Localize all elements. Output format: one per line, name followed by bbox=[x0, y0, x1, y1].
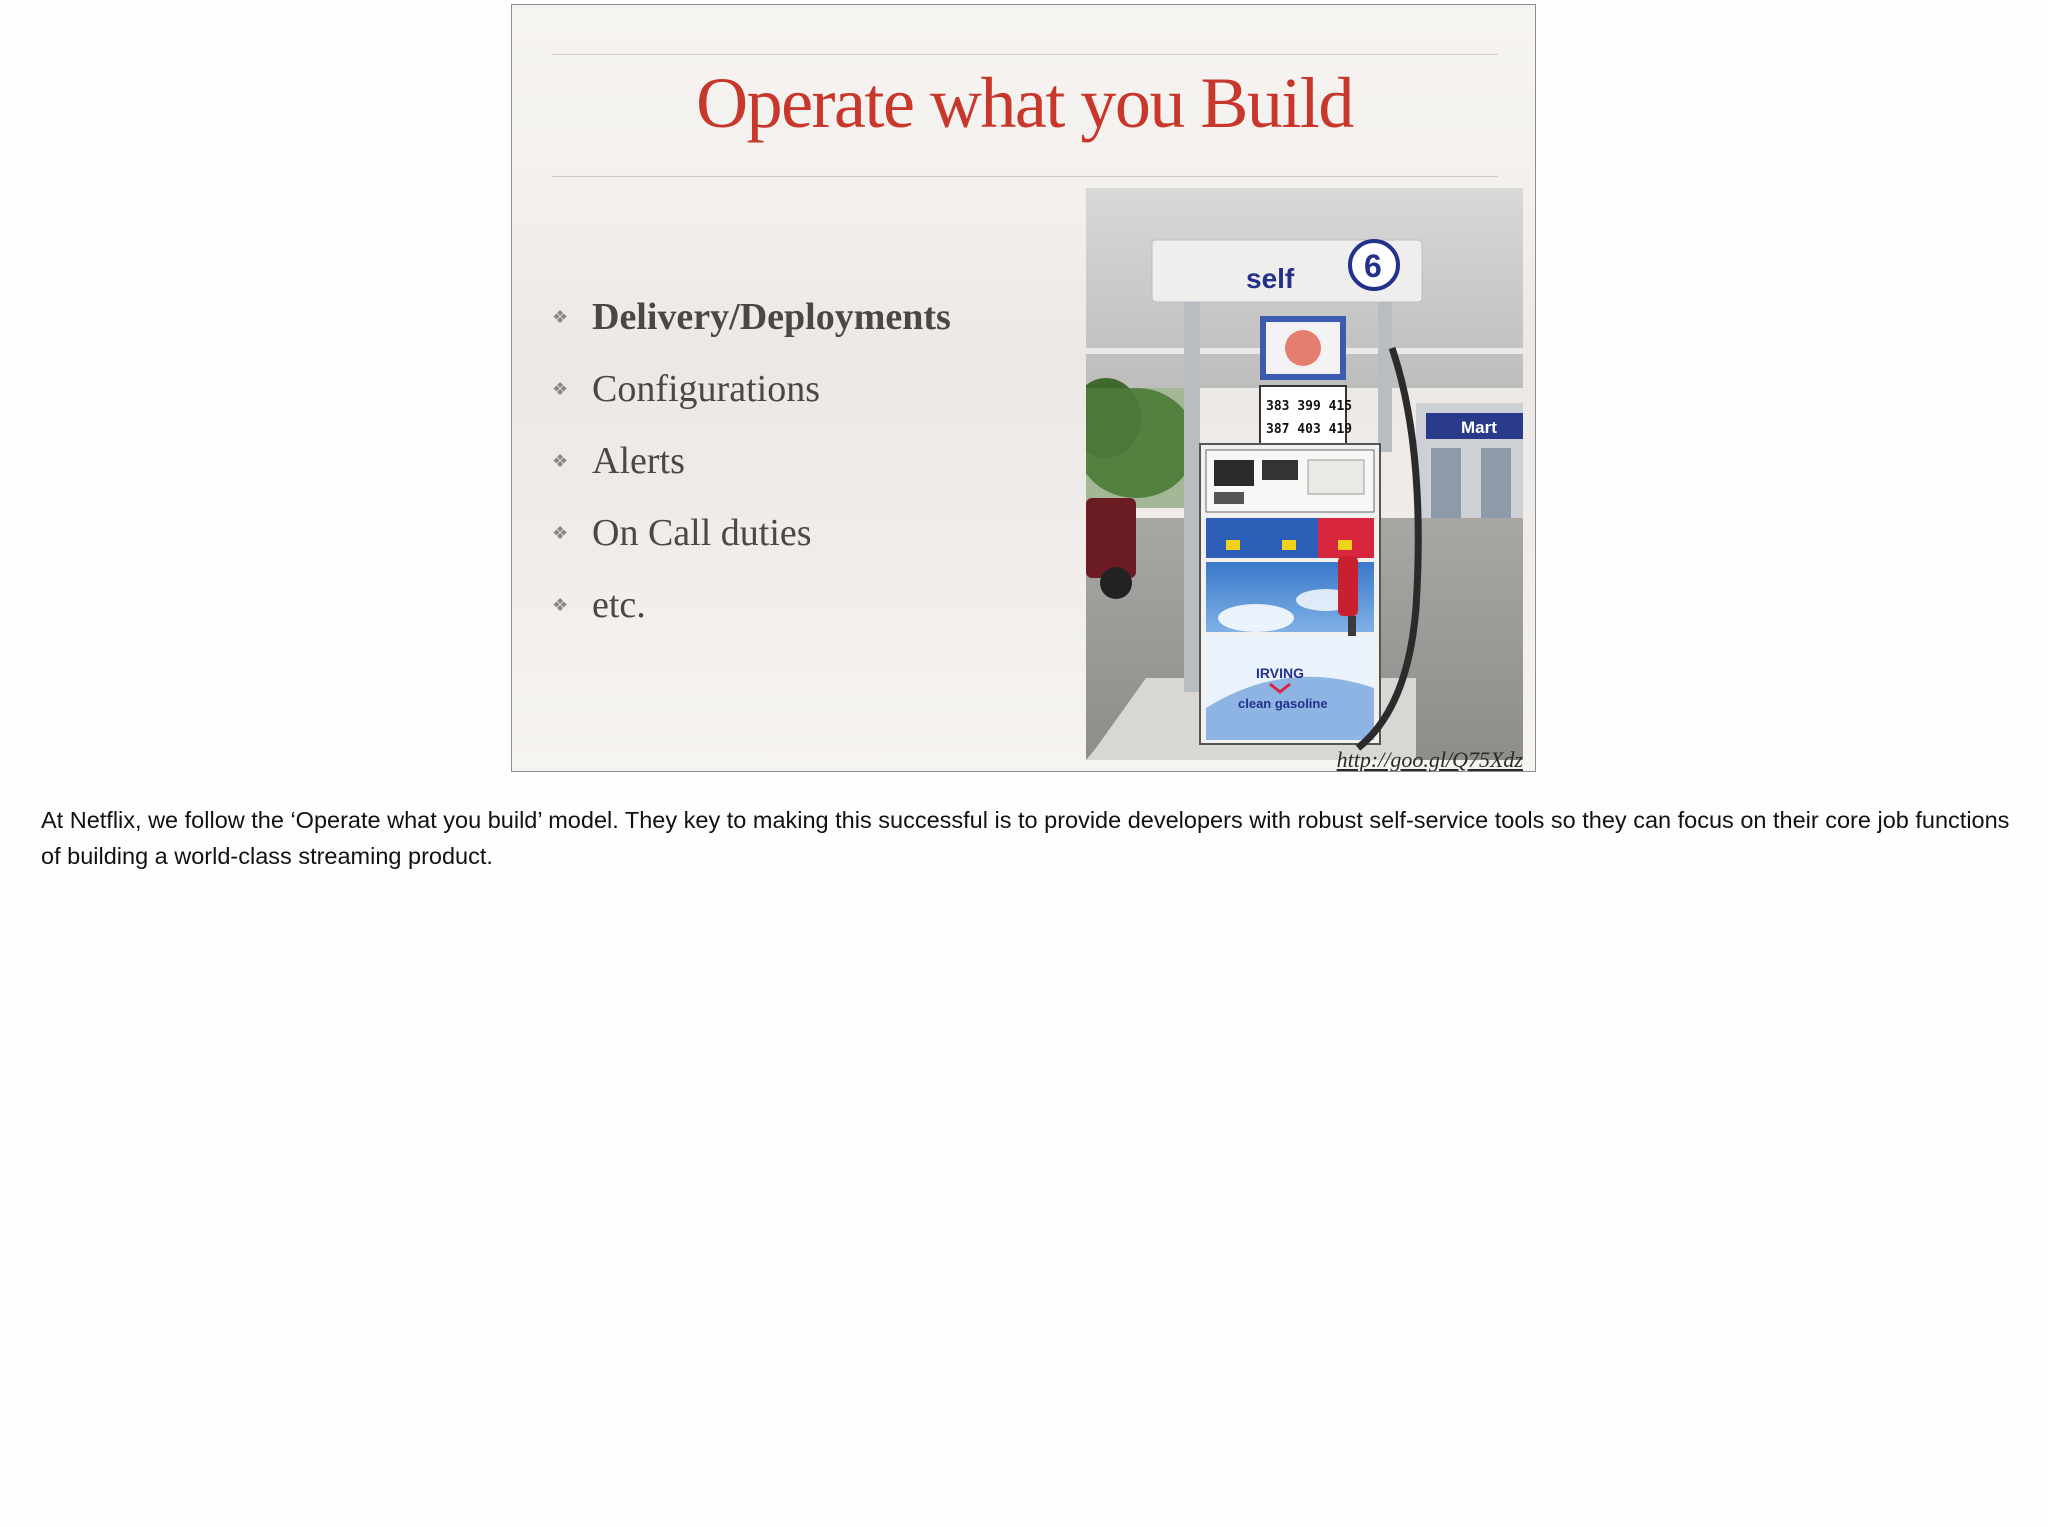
bullet-label: On Call duties bbox=[592, 512, 812, 554]
bullet-item bbox=[552, 569, 951, 641]
gas-pump-photo bbox=[1086, 188, 1523, 760]
pump-self-label: self bbox=[1246, 263, 1295, 294]
bullet-item bbox=[552, 353, 951, 425]
store-sign: Mart bbox=[1461, 418, 1497, 437]
bullet-label: etc. bbox=[592, 584, 646, 626]
bullet-label: Delivery/Deployments bbox=[592, 296, 951, 338]
fleuron-bullet-icon: ❖ bbox=[552, 522, 569, 543]
price-row-1: 383 399 415 bbox=[1266, 399, 1353, 414]
bullet-item bbox=[552, 425, 951, 497]
title-rule-bottom bbox=[552, 176, 1498, 177]
fleuron-bullet-icon: ❖ bbox=[552, 450, 569, 471]
slide bbox=[511, 4, 1536, 772]
bullet-item bbox=[552, 497, 951, 569]
fleuron-bullet-icon: ❖ bbox=[552, 306, 569, 327]
source-link[interactable]: http://goo.gl/Q75Xdz bbox=[1336, 747, 1523, 772]
slide-title: Operate what you Build bbox=[696, 63, 1353, 143]
bullet-item bbox=[552, 281, 951, 353]
bullet-label: Configurations bbox=[592, 368, 820, 410]
speaker-notes: At Netflix, we follow the ‘Operate what you build’ model. They key to making this successful is to provide developers with robust self-service tools so they can focus on their core job functions of building a world-class streaming product. bbox=[41, 807, 2010, 869]
bullet-label: Alerts bbox=[592, 440, 685, 482]
fleuron-bullet-icon: ❖ bbox=[552, 594, 569, 615]
brand-tagline: clean gasoline bbox=[1238, 696, 1328, 711]
fleuron-bullet-icon: ❖ bbox=[552, 378, 569, 399]
bullet-list bbox=[552, 281, 951, 641]
price-row-2: 387 403 419 bbox=[1266, 422, 1353, 437]
title-rule-top bbox=[552, 54, 1498, 55]
brand-logo-text: IRVING bbox=[1256, 665, 1304, 681]
pump-number: 6 bbox=[1364, 248, 1382, 284]
